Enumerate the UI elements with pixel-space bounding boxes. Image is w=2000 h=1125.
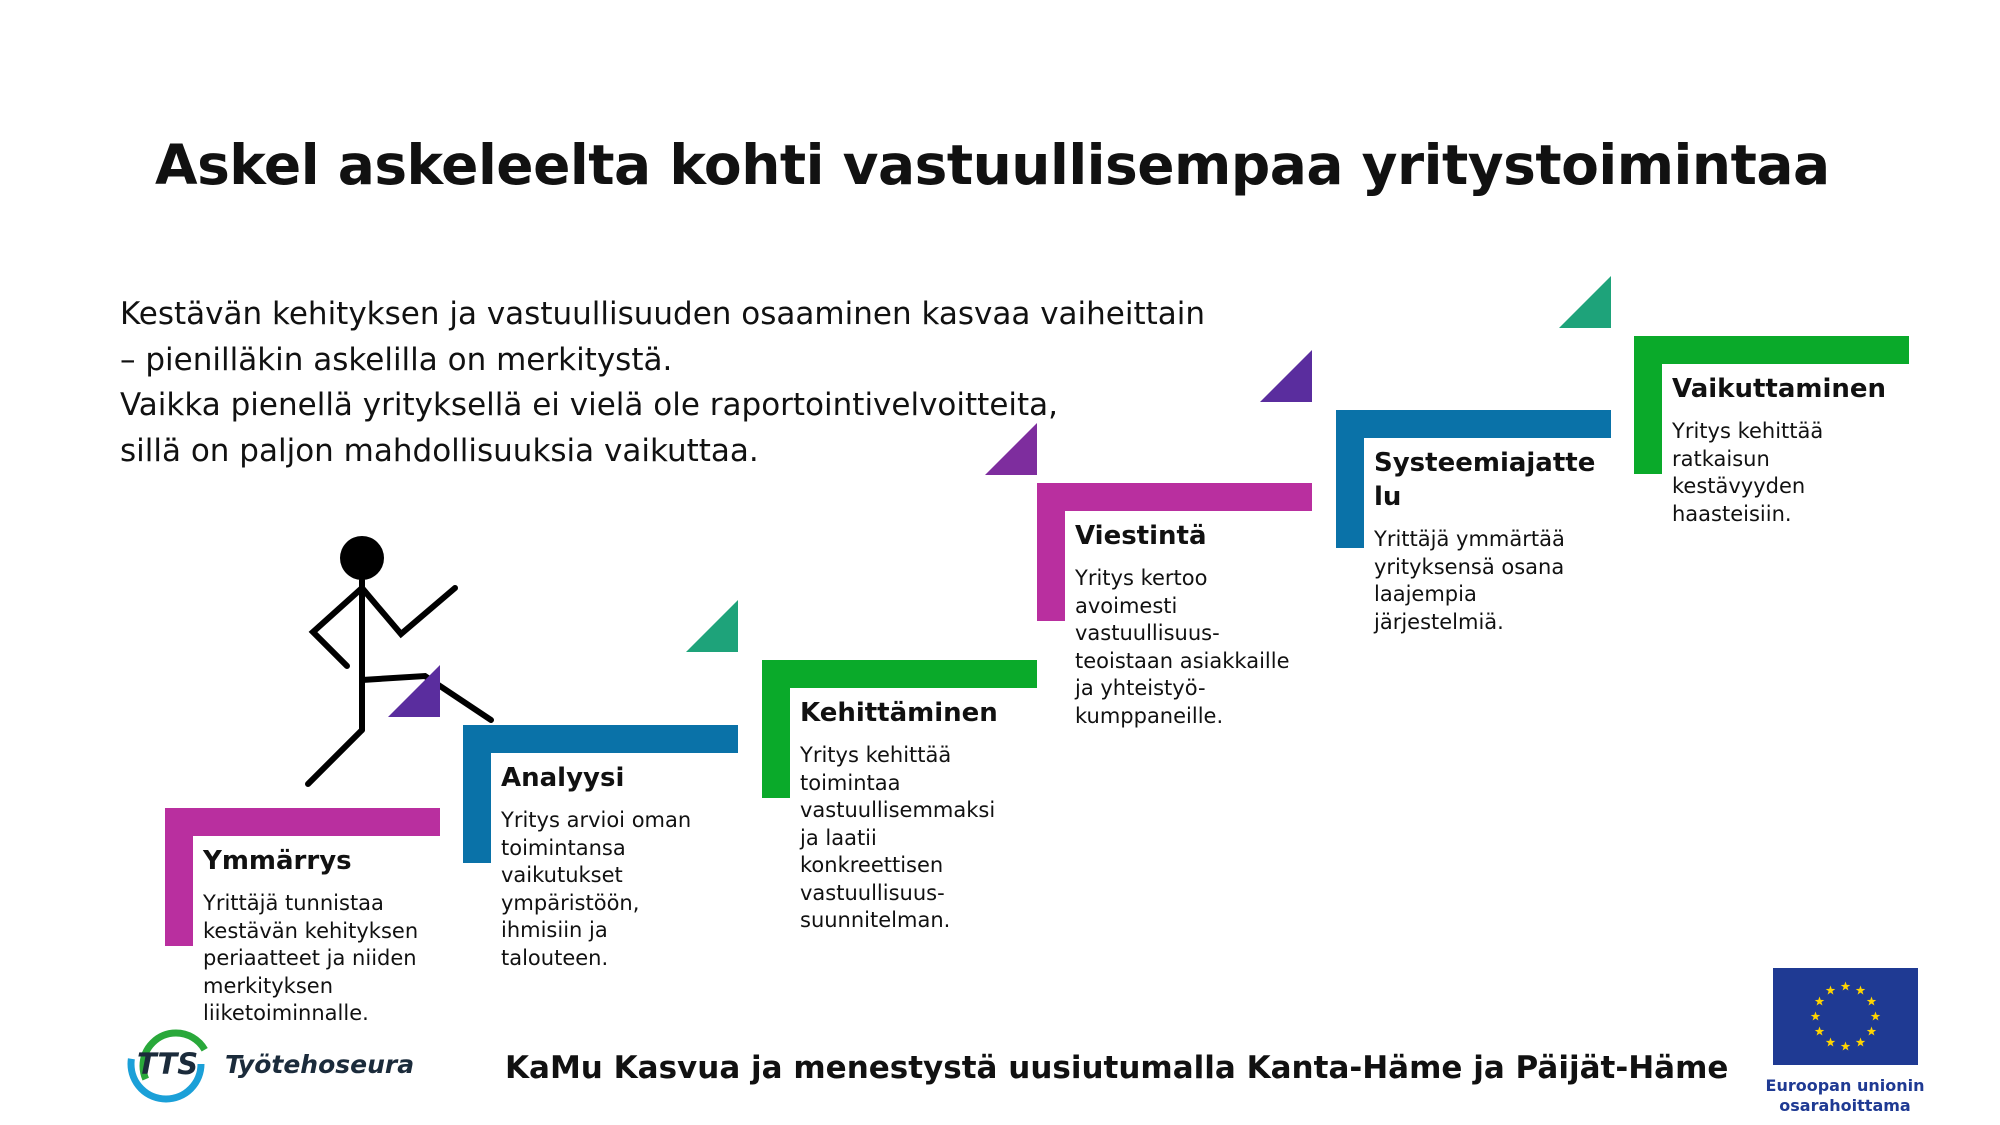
- intro-line: sillä on paljon mahdollisuuksia vaikuttaa.: [120, 432, 759, 469]
- step-description-line: merkityksen: [203, 973, 333, 998]
- step-description: [203, 890, 448, 1028]
- step-description-line: Yrittäjä ymmärtää: [1374, 527, 1565, 551]
- step-riser: [1037, 483, 1065, 621]
- eu-label-line: Euroopan unionin: [1765, 1076, 1925, 1095]
- step-description-line: toimintaa: [800, 770, 901, 795]
- step-description-line: järjestelmiä.: [1374, 609, 1504, 634]
- step-bar: [1634, 336, 1909, 364]
- step-bar: [463, 725, 738, 753]
- step-riser: [1336, 410, 1364, 548]
- step-description-line: yrityksensä osana: [1374, 554, 1565, 579]
- step-bar: [1336, 410, 1611, 438]
- step-riser: [463, 725, 491, 863]
- step-title: [203, 844, 443, 878]
- step-description-line: kumppaneille.: [1075, 703, 1224, 728]
- step-description-line: ja laatii: [800, 825, 877, 850]
- step-title: [1075, 519, 1315, 553]
- step-description-line: konkreettisen: [800, 853, 944, 877]
- step-5: [1336, 410, 1611, 670]
- step-6: [1634, 336, 1909, 596]
- step-description-line: suunnitelman.: [800, 908, 951, 932]
- eu-label-line: osarahoittama: [1779, 1096, 1911, 1115]
- step-description: [1374, 526, 1619, 636]
- step-description: [1075, 565, 1320, 730]
- step-title: [501, 761, 741, 795]
- step-description-line: ja yhteistyö-: [1075, 676, 1206, 700]
- step-description-line: ihmisiin ja: [501, 918, 608, 942]
- step-description-line: vastuullisuus-: [800, 880, 945, 905]
- step-description: [1672, 418, 1917, 528]
- step-description-line: vaikutukset: [501, 863, 623, 887]
- step-riser: [1634, 336, 1662, 474]
- step-description-line: haasteisiin.: [1672, 501, 1792, 526]
- step-description-line: vastuullisuus-: [1075, 621, 1220, 645]
- step-corner-triangle: [388, 665, 440, 717]
- step-title-line: lu: [1374, 482, 1402, 512]
- step-riser: [165, 808, 193, 946]
- step-description-line: Yritys kertoo: [1075, 566, 1208, 590]
- step-description-line: kestävyyden: [1672, 474, 1806, 498]
- step-title: [1374, 446, 1614, 514]
- step-title-line: Kehittäminen: [800, 698, 998, 728]
- step-description-line: teoistaan asiakkaille: [1075, 648, 1290, 673]
- step-description-line: avoimesti: [1075, 593, 1178, 618]
- step-description-line: Yritys arvioi oman: [501, 808, 692, 832]
- step-description-line: ympäristöön,: [501, 890, 640, 915]
- step-description-line: periaatteet ja niiden: [203, 946, 417, 970]
- step-2: [463, 725, 738, 985]
- step-title: [1672, 372, 1912, 406]
- step-description-line: ratkaisun: [1672, 446, 1770, 471]
- step-title-line: Ymmärrys: [203, 846, 352, 876]
- step-description: [800, 742, 1045, 935]
- intro-line: – pienilläkin askelilla on merkitystä.: [120, 341, 673, 378]
- intro-line: Kestävän kehityksen ja vastuullisuuden osaaminen kasvaa vaiheittain: [120, 296, 1206, 332]
- step-title-line: Vaikuttaminen: [1672, 374, 1887, 404]
- step-description-line: kestävän kehityksen: [203, 918, 419, 943]
- step-description-line: Yritys kehittää: [1672, 419, 1824, 443]
- intro-text: [120, 292, 1370, 474]
- step-corner-triangle: [686, 600, 738, 652]
- step-corner-triangle: [1559, 276, 1611, 328]
- step-description-line: vastuullisemmaksi: [800, 798, 996, 822]
- step-corner-triangle: [1260, 350, 1312, 402]
- tts-brand-name: Työtehoseura: [225, 1050, 415, 1079]
- page-title: Askel askeleelta kohti vastuullisempaa yritystoimintaa: [155, 133, 1830, 197]
- step-title-line: Analyysi: [501, 763, 625, 793]
- step-title: [800, 696, 1040, 730]
- step-description: [501, 807, 746, 972]
- step-bar: [1037, 483, 1312, 511]
- step-title-line: Systeemiajatte: [1374, 448, 1596, 478]
- step-description-line: laajempia: [1374, 582, 1477, 606]
- intro-line: Vaikka pienellä yrityksellä ei vielä ole raportointivelvoitteita,: [120, 387, 1059, 423]
- eu-flag-icon: [1773, 968, 1918, 1065]
- step-description-line: liiketoiminnalle.: [203, 1001, 369, 1025]
- tts-logo-text: TTS: [137, 1047, 199, 1081]
- step-description-line: toimintansa: [501, 835, 626, 860]
- project-name: KaMu Kasvua ja menestystä uusiutumalla Kanta-Häme ja Päijät-Häme: [505, 1050, 1729, 1086]
- step-bar: [165, 808, 440, 836]
- step-description-line: Yrittäjä tunnistaa: [203, 891, 384, 915]
- step-description-line: Yritys kehittää: [800, 743, 952, 767]
- step-title-line: Viestintä: [1075, 521, 1207, 551]
- step-bar: [762, 660, 1037, 688]
- step-description-line: talouteen.: [501, 945, 609, 970]
- step-corner-triangle: [985, 423, 1037, 475]
- step-4: [1037, 483, 1312, 743]
- eu-funding-label: [1760, 1076, 1930, 1116]
- step-riser: [762, 660, 790, 798]
- step-3: [762, 660, 1037, 932]
